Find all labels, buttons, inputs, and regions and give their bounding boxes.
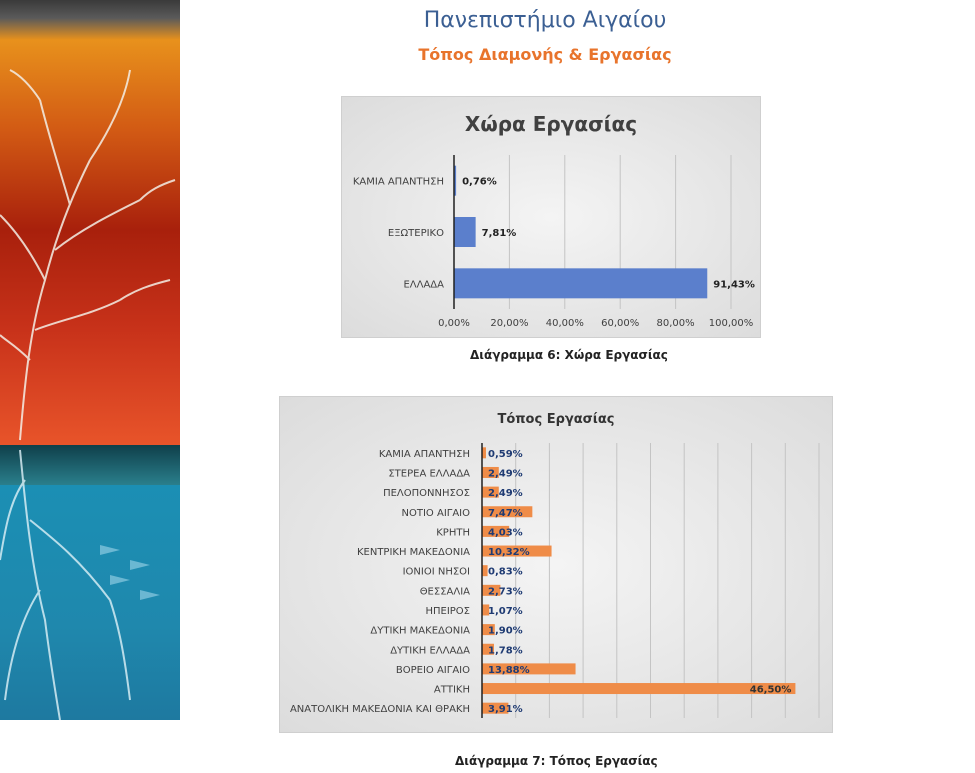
tree-illustration: [0, 0, 180, 720]
category-label: ΒΟΡΕΙΟ ΑΙΓΑΙΟ: [395, 664, 470, 676]
university-title: Πανεπιστήμιο Αιγαίου: [423, 8, 667, 33]
category-label: ΝΟΤΙΟ ΑΙΓΑΙΟ: [401, 507, 470, 519]
x-tick-label: 0,00%: [438, 318, 470, 329]
section-subtitle: Τόπος Διαμονής & Εργασίας: [418, 45, 672, 64]
x-tick-label: 80,00%: [656, 318, 695, 329]
x-tick-label: 40,00%: [545, 318, 584, 329]
data-label: 2,73%: [488, 586, 523, 598]
x-tick-label: 100,00%: [708, 318, 754, 329]
data-label: 0,83%: [488, 566, 523, 578]
category-label: ΕΛΛΑΔΑ: [403, 279, 444, 291]
category-label: ΑΝΑΤΟΛΙΚΗ ΜΑΚΕΔΟΝΙΑ ΚΑΙ ΘΡΑΚΗ: [289, 704, 470, 716]
category-label: ΚΑΜΙΑ ΑΠΑΝΤΗΣΗ: [352, 176, 444, 188]
data-label: 1,78%: [488, 645, 523, 657]
bar: [454, 217, 476, 247]
data-label: 10,32%: [488, 547, 530, 559]
data-label: 1,07%: [488, 605, 523, 617]
data-label: 2,49%: [488, 468, 523, 480]
chart-place-of-work-svg: [280, 397, 832, 732]
data-label: 91,43%: [713, 279, 755, 291]
category-label: ΘΕΣΣΑΛΙΑ: [419, 586, 470, 598]
category-label: ΣΤΕΡΕΑ ΕΛΛΑΔΑ: [388, 468, 470, 480]
category-label: ΙΟΝΙΟΙ ΝΗΣΟΙ: [402, 566, 470, 578]
caption-chart-6: Διάγραμμα 6: Χώρα Εργασίας: [470, 348, 668, 362]
category-label: ΚΡΗΤΗ: [436, 527, 470, 539]
category-label: ΚΕΝΤΡΙΚΗ ΜΑΚΕΔΟΝΙΑ: [356, 547, 470, 559]
data-label: 2,49%: [488, 488, 523, 500]
category-label: ΚΑΜΙΑ ΑΠΑΝΤΗΣΗ: [378, 448, 470, 460]
category-label: ΠΕΛΟΠΟΝΝΗΣΟΣ: [383, 488, 470, 500]
bar: [482, 565, 488, 576]
data-label: 7,47%: [488, 507, 523, 519]
category-label: ΔΥΤΙΚΗ ΜΑΚΕΔΟΝΙΑ: [370, 625, 470, 637]
caption-chart-7: Διάγραμμα 7: Τόπος Εργασίας: [455, 754, 658, 768]
chart-title: Τόπος Εργασίας: [497, 412, 615, 427]
category-label: ΑΤΤΙΚΗ: [433, 684, 470, 696]
x-tick-label: 20,00%: [490, 318, 529, 329]
category-label: ΔΥΤΙΚΗ ΕΛΛΑΔΑ: [390, 645, 470, 657]
category-label: ΗΠΕΙΡΟΣ: [425, 605, 470, 617]
data-label: 3,91%: [488, 704, 523, 716]
bar: [454, 268, 707, 298]
side-decorative-image: [0, 0, 180, 720]
x-tick-label: 60,00%: [601, 318, 640, 329]
data-label: 46,50%: [749, 684, 792, 696]
chart-country-of-work: [341, 96, 761, 338]
chart-title: Χώρα Εργασίας: [464, 112, 638, 136]
category-label: ΕΞΩΤΕΡΙΚΟ: [387, 228, 444, 239]
data-label: 0,76%: [462, 176, 497, 188]
chart-country-of-work-svg: [342, 97, 760, 337]
data-label: 1,90%: [488, 625, 523, 637]
data-label: 0,59%: [488, 448, 523, 460]
bar: [482, 683, 795, 694]
data-label: 4,03%: [488, 527, 523, 539]
data-label: 7,81%: [481, 228, 517, 239]
data-label: 13,88%: [488, 664, 530, 676]
chart-place-of-work: [279, 396, 833, 733]
